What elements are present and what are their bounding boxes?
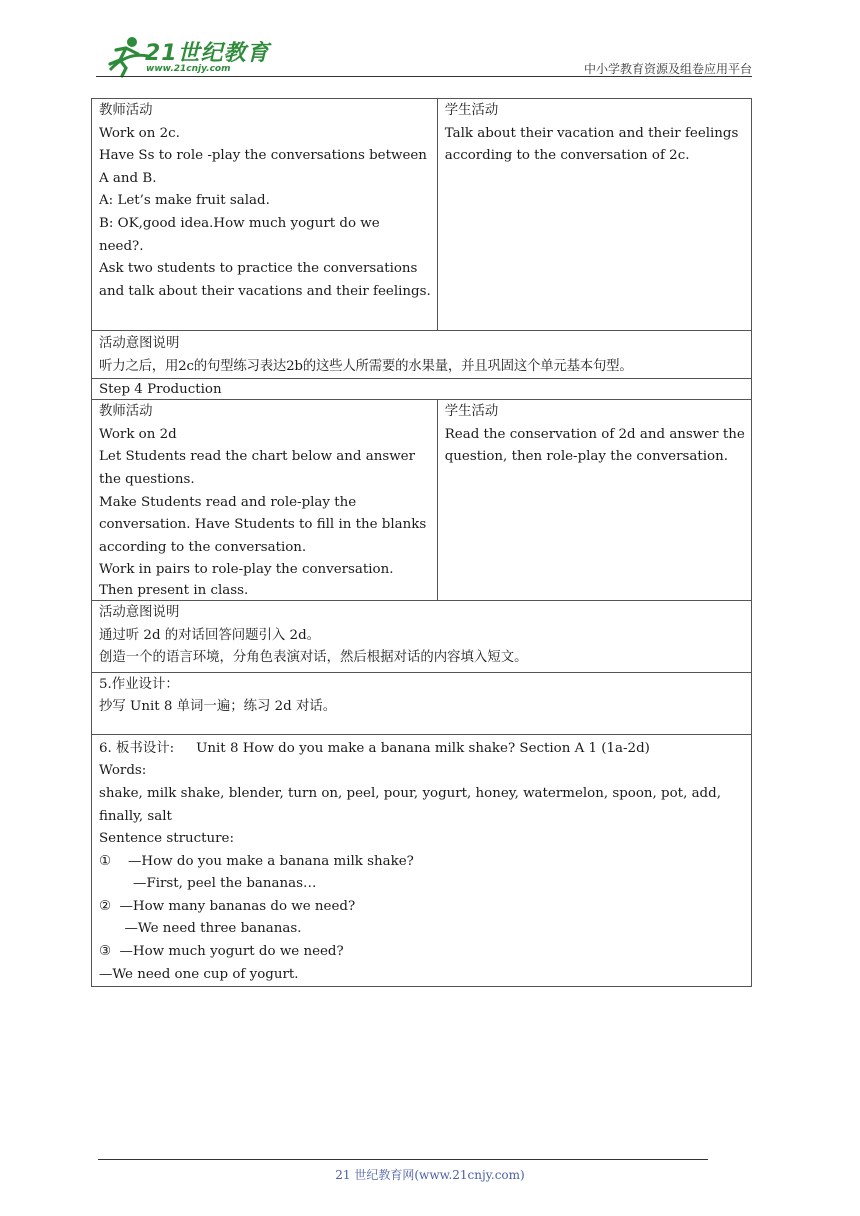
intent-heading: 活动意图说明 [99,336,180,351]
sentence: ② —How many bananas do we need? [99,898,356,914]
teacher-line: and talk about their vacations and their feelings. [99,283,431,299]
footer-link[interactable]: 21 世纪教育网(www.21cnjy.com) [335,1168,525,1182]
teacher-line: A: Let’s make fruit salad. [99,193,270,209]
teacher-line: Work on 2c. [99,125,180,141]
teacher-line: Ask two students to practice the conversations [99,261,418,277]
row-intent-2d [92,600,752,672]
intent-text: 听力之后，用2c的句型练习表达2b的这些人所需要的水果量，并且巩固这个单元基本句型。 [99,358,633,374]
teacher-line: A and B. [99,170,157,186]
student-line: according to the conversation of 2c. [444,148,690,164]
intent-2c [92,331,752,379]
teacher-line: need?. [99,238,144,254]
homework-text: 抄写 Unit 8 单词一遍；练习 2d 对话。 [99,699,337,715]
board-title-text: Unit 8 How do you make a banana milk shake? Section A 1 (1a-2d) [196,740,650,756]
student-line: question, then role-play the conversation. [444,449,728,465]
platform-name: 中小学教育资源及组卷应用平台 [583,62,752,76]
footer-divider [98,1159,708,1160]
teacher-line: Let Students read the chart below and answer [99,449,415,465]
board-design [92,734,752,987]
student-heading: 学生活动 [444,404,499,420]
row-board [92,734,752,987]
board-title [99,738,745,761]
logo-name: 21世纪教育 [145,41,270,66]
teacher-line: the questions. [99,471,195,487]
row-2d-activities [92,400,752,601]
student-activity-2c [437,99,751,331]
teacher-activity-2c [92,99,438,331]
homework [92,672,752,734]
student-line: Talk about their vacation and their feelings [444,125,739,141]
sentence: ① —How do you make a banana milk shake? [99,853,414,869]
teacher-line: Work on 2d [99,426,177,442]
intent-2d [92,600,752,672]
row-2c-activities [92,99,752,331]
row-homework [92,672,752,734]
sentence: —We need three bananas. [99,921,302,937]
teacher-line: Work in pairs to role-play the conversation. [99,562,394,578]
teacher-heading: 教师活动 [99,404,153,420]
words-list: shake, milk shake, blender, turn on, peel, pour, yogurt, honey, watermelon, spoon, pot, add, finally, salt [99,785,721,824]
student-activity-2d [437,400,751,601]
teacher-line: Have Ss to role -play the conversations between [99,148,427,164]
teacher-line: B: OK,good idea.How much yogurt do we [99,215,380,231]
teacher-line: Make Students read and role-play the [99,494,357,510]
intent-line: 通过听 2d 的对话回答问题引入 2d。 [99,627,321,643]
row-intent-2c [92,331,752,379]
teacher-heading: 教师活动 [99,103,153,118]
student-line: Read the conservation of 2d and answer the [444,426,745,442]
teacher-activity-2d [92,400,438,601]
intent-line: 创造一个的语言环境，分角色表演对话，然后根据对话的内容填入短文。 [99,650,528,666]
step4-label: Step 4 Production [92,379,752,400]
intent-heading: 活动意图说明 [99,604,180,620]
homework-heading: 5.作业设计： [99,676,179,692]
row-step4 [92,379,752,400]
logo-url: www.21cnjy.com [146,64,231,74]
student-heading: 学生活动 [444,103,499,118]
lesson-table [91,98,752,987]
teacher-line: conversation. Have Students to fill in the blanks [99,517,427,533]
words-label: Words: [99,763,147,779]
sentence: ③ —How much yogurt do we need? [99,944,344,960]
teacher-line: according to the conversation. [99,539,307,555]
sentence: —First, peel the bananas… [99,876,317,892]
header-divider [96,76,752,77]
structure-label: Sentence structure: [99,831,234,847]
teacher-line: Then present in class. [99,582,249,598]
sentence: —We need one cup of yogurt. [99,966,299,982]
board-title-label: 6. 板书设计: [99,740,175,756]
